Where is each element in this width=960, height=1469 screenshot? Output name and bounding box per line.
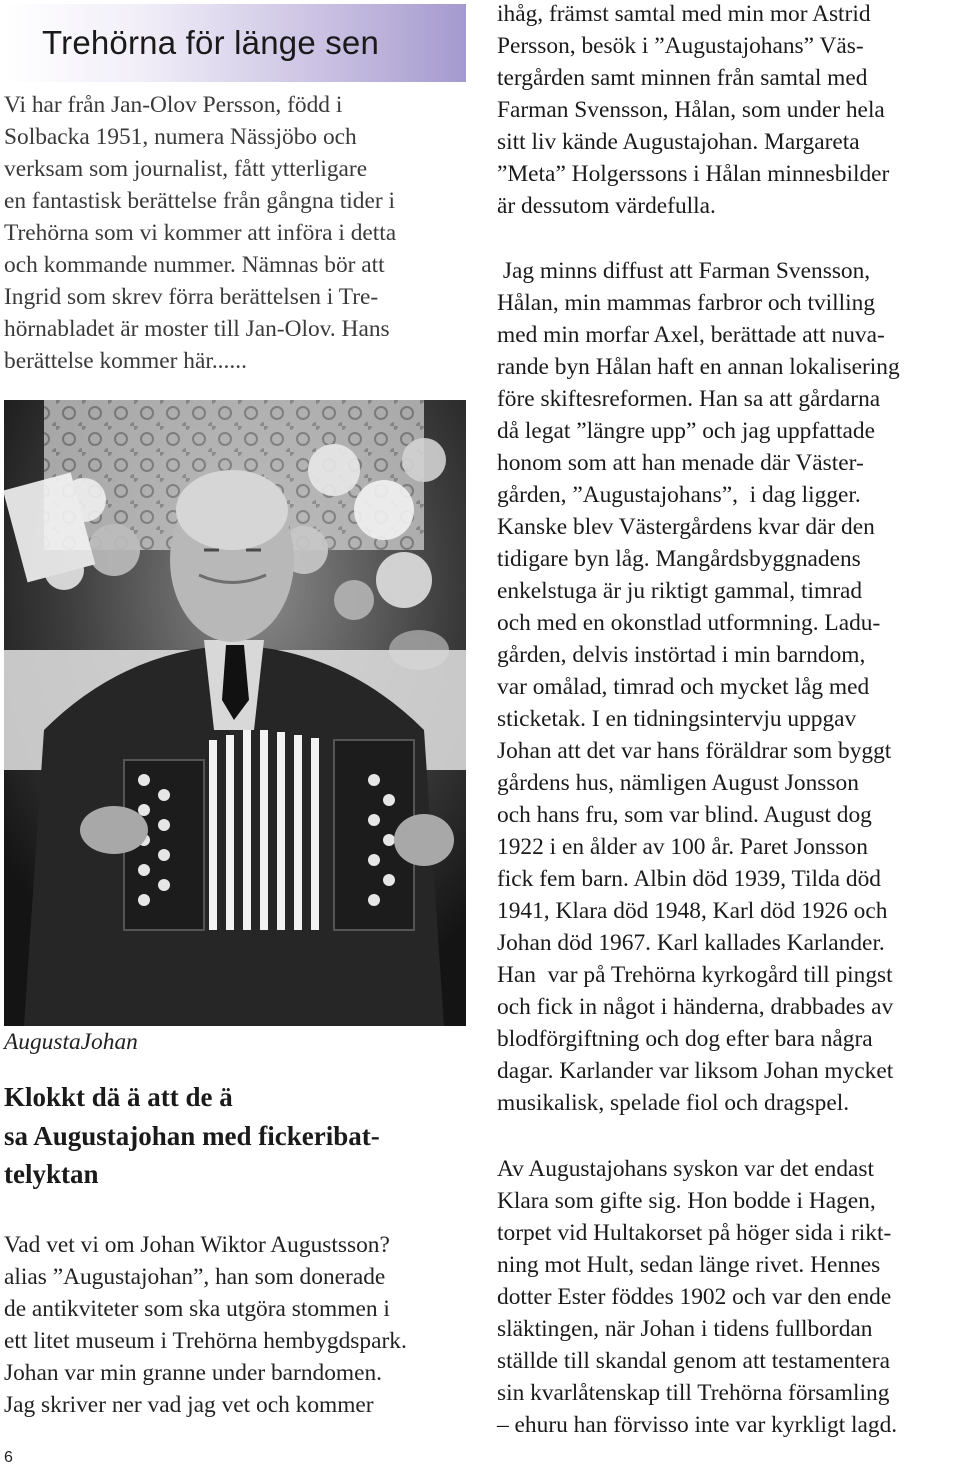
article-title: Trehörna för länge sen [42,24,380,61]
body-line: Hålan, min mammas farbror och tvilling [497,290,876,316]
body-line: rande byn Hålan haft en annan lokalisering [497,354,900,380]
body-line: Johan död 1967. Karl kallades Karlander. [497,930,885,956]
body-line: Av Augustajohans syskon var det endast [497,1156,875,1182]
body-line: blodförgiftning och dog efter bara några [497,1026,873,1052]
body-line: Johan att det var hans föräldrar som byggt [497,738,892,764]
intro-line: Vi har från Jan-Olov Persson, född i [4,92,343,118]
body-line: tergården samt minnen från samtal med [497,65,868,91]
body-line: gården, ”Augustajohans”, i dag ligger. [497,482,861,508]
body-line: Han var på Trehörna kyrkogård till pingst [497,962,893,988]
body-line: dagar. Karlander var liksom Johan mycket [497,1058,894,1084]
body-line: Persson, besök i ”Augustajohans” Väs- [497,33,864,59]
body-line: Johan var min granne under barndomen. [4,1360,383,1386]
intro-line: en fantastisk berättelse från gångna tider i [4,188,395,214]
body-line: Vad vet vi om Johan Wiktor Augustsson? [4,1232,390,1258]
body-line: och med en okonstlad utformning. Ladu- [497,610,881,636]
body-line: före skiftesreformen. Han sa att gårdarna [497,386,881,412]
body-line: de antikviteter som ska utgöra stommen i [4,1296,390,1322]
intro-line: Ingrid som skrev förra berättelsen i Tre- [4,284,379,310]
intro-line: Solbacka 1951, numera Nässjöbo och [4,124,357,150]
body-line: tidigare byn låg. Mangårdsbyggnadens [497,546,861,572]
intro-line: hörnabladet är moster till Jan-Olov. Hans [4,316,390,342]
body-line: ställde till skandal genom att testamentera [497,1348,890,1374]
page-number: 6 [4,1449,13,1466]
body-line: gården, delvis instörtad i min barndom, [497,642,866,668]
body-line: honom som att han menade där Väster- [497,450,864,476]
body-line: dotter Ester föddes 1902 och var den ende [497,1284,892,1310]
body-line: Kanske blev Västergårdens kvar där den [497,514,875,540]
right-paragraph-1 [497,0,957,222]
heading-line: sa Augustajohan med fickeribat- [4,1120,380,1151]
heading-line: telyktan [4,1159,99,1189]
body-line: enkelstuga är ju riktigt gammal, timrad [497,578,863,604]
body-line: och fick in något i händerna, drabbades av [497,994,894,1020]
body-line: var omålad, timrad och mycket låg med [497,674,870,700]
title-banner [4,4,466,82]
body-line: gårdens hus, nämligen August Jonsson [497,770,859,796]
body-line: och hans fru, som var blind. August dog [497,802,872,828]
body-line: fick fem barn. Albin död 1939, Tilda död [497,866,881,892]
body-line: – ehuru han förvisso inte var kyrkligt lagd. [497,1412,898,1438]
intro-paragraph [4,89,466,377]
intro-line: verksam som journalist, fått ytterligare [4,156,368,182]
body-line: 1922 i en ålder av 100 år. Paret Jonsson [497,834,868,860]
body-line: Klara som gifte sig. Hon bodde i Hagen, [497,1188,876,1214]
heading-line: Klokkt dä ä att de ä [4,1082,233,1112]
intro-line: och kommande nummer. Nämnas bör att [4,252,385,278]
body-line: sticketak. I en tidningsintervju uppgav [497,706,857,732]
body-line: släktingen, när Johan i tidens fullbordan [497,1316,873,1342]
body-line: ”Meta” Holgerssons i Hålan minnesbilder [497,161,890,187]
body-line: då legat ”längre upp” och jag uppfattade [497,418,875,444]
body-line: är dessutom värdefulla. [497,193,716,219]
body-line: Farman Svensson, Hålan, som under hela [497,97,885,123]
body-line: Jag minns diffust att Farman Svensson, [497,258,871,284]
body-line: 1941, Klara död 1948, Karl död 1926 och [497,898,888,924]
intro-line: Trehörna som vi kommer att införa i detta [4,220,397,246]
body-line: alias ”Augustajohan”, han som donerade [4,1264,386,1290]
body-line: ett litet museum i Trehörna hembygdspark. [4,1328,407,1354]
body-line: torpet vid Hultakorset på höger sida i rikt- [497,1220,892,1246]
body-line: sitt liv kände Augustajohan. Margareta [497,129,860,155]
accordion-player-photo [4,400,466,1026]
body-line: sin kvarlåtenskap till Trehörna församling [497,1380,890,1406]
body-line: Jag skriver ner vad jag vet och kommer [4,1392,374,1418]
left-body-paragraph [4,1229,466,1421]
body-line: med min morfar Axel, berättade att nuva- [497,322,885,348]
body-line: ihåg, främst samtal med min mor Astrid [497,1,871,27]
intro-line: berättelse kommer här...... [4,348,247,374]
photo-caption: AugustaJohan [4,1029,138,1055]
section-heading [4,1078,466,1194]
body-line: musikalisk, spelade fiol och dragspel. [497,1090,850,1116]
body-line: ning mot Hult, sedan länge rivet. Hennes [497,1252,881,1278]
right-paragraph-2 [497,255,957,1119]
photo-illustration [4,400,466,1026]
right-paragraph-3 [497,1153,957,1441]
